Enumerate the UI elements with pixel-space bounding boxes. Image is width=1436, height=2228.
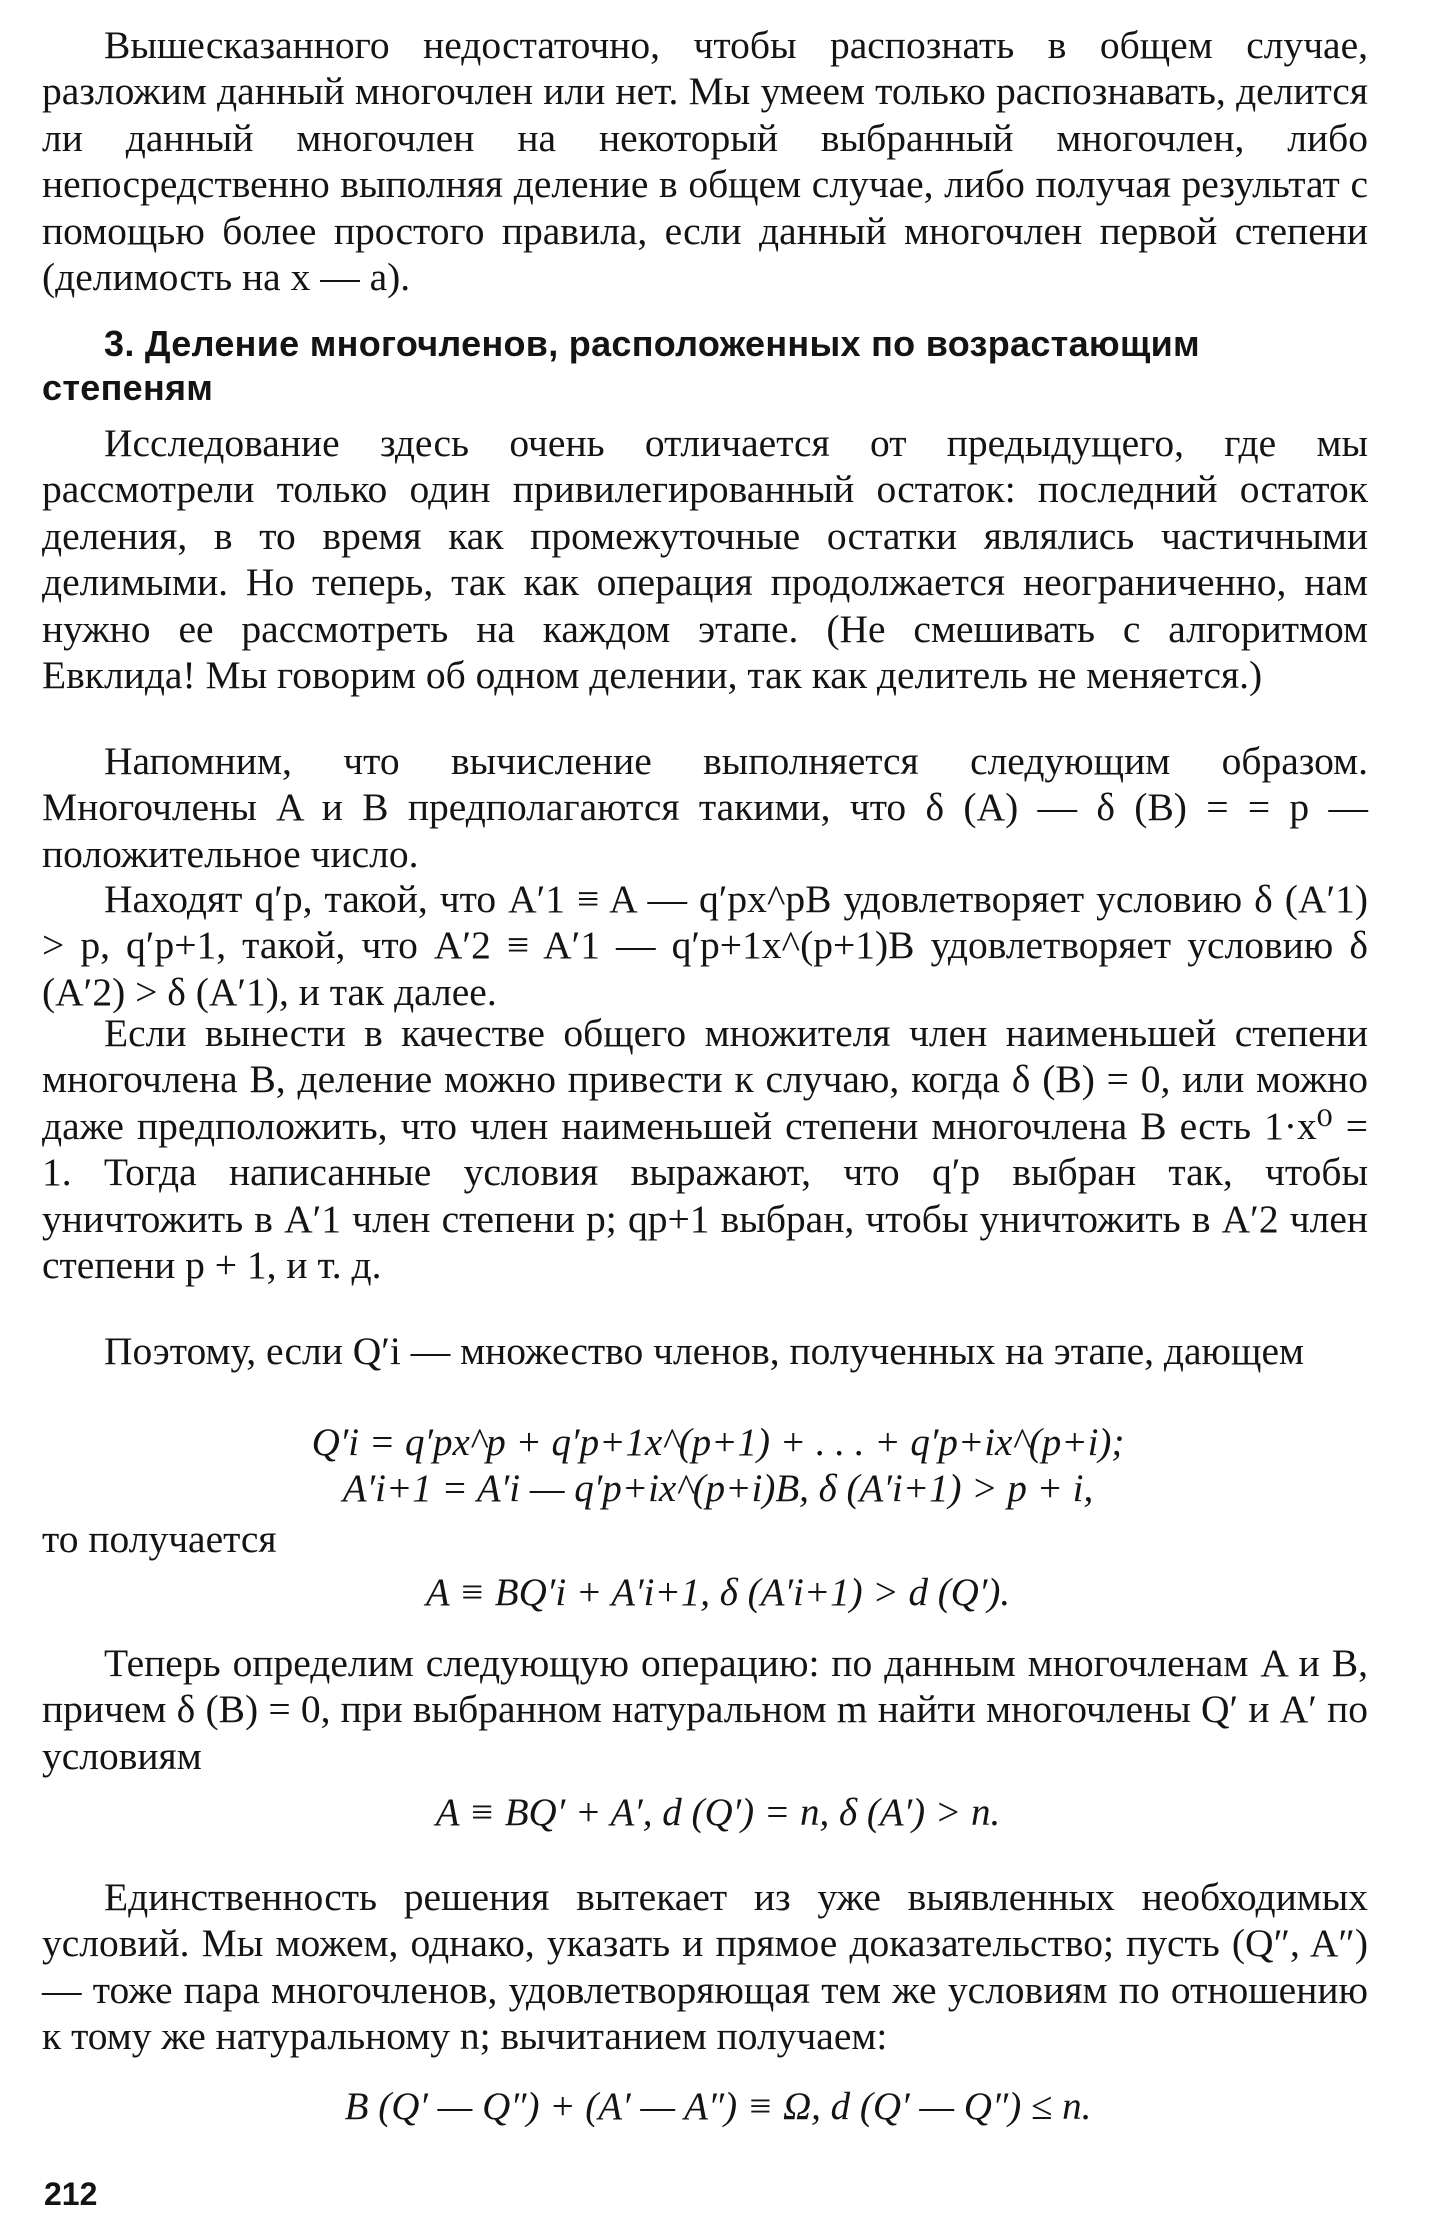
paragraph-common-factor: Если вынести в качестве общего множителя член наименьшей степени многочлена B, деление можно привести к случаю, когда δ (B) = 0, или можно даже предположить, что член наименьшей степени многочлена B есть 1·x⁰ = 1. Тогда написанные условия выражают, что q′p выбран так, чтобы уничтожить в A′1 член степени p; qp+1 выбран, чтобы уничтожить в A′2 член степени p + 1, и т. д. [42, 1011, 1368, 1288]
paragraph-obtained: то получается [42, 1517, 277, 1561]
formula-identity: A ≡ BQ′i + A′i+1, δ (A′i+1) > d (Q′). [425, 1571, 1011, 1614]
formula-conditions: A ≡ BQ′ + A′, d (Q′) = n, δ (A′) > n. [435, 1791, 1001, 1834]
paragraph-uniqueness: Единственность решения вытекает из уже выявленных необходимых условий. Мы можем, однако, указать и прямое доказательство; пусть (Q″, A″) — тоже пара многочленов, удовлетворяющая тем же условиям по отношению к тому же натуральному n; вычитанием получаем: [42, 1875, 1368, 2059]
formula-q-sum: Q′i = q′px^p + q′p+1x^(p+1) + . . . + q′p+ix^(p+i); [311, 1421, 1125, 1464]
page-number: 212 [44, 2176, 98, 2212]
paragraph-recall: Напомним, что вычисление выполняется следующим образом. Многочлены A и B предполагаются такими, что δ (A) — δ (B) = = p — положительное число. [42, 739, 1368, 876]
section-heading: 3. Деление многочленов, расположенных по возрастающим степеням [42, 323, 1200, 408]
paragraph-study: Исследование здесь очень отличается от предыдущего, где мы рассмотрели только один привилегированный остаток: последний остаток деления, в то время как промежуточные остатки являлись частичными делимыми. Но теперь, так как операция продолжается неограниченно, нам нужно ее рассмотреть на каждом этапе. (Не смешивать с алгоритмом Евклида! Мы говорим об одном делении, так как делитель не меняется.) [42, 421, 1368, 698]
formula-a-next: A′i+1 = A′i — q′p+ix^(p+i)B, δ (A′i+1) > p + i, [342, 1467, 1094, 1510]
paragraph-recognition: Вышесказанного недостаточно, чтобы распознать в общем случае, разложим данный многочлен или нет. Мы умеем только распознавать, делится ли данный многочлен на некоторый выбранный многочлен, либо непосредственно выполняя деление в общем случае, либо получая результат с помощью более простого правила, если данный многочлен первой степени (делимость на x — a). [42, 23, 1368, 300]
paragraph-therefore: Поэтому, если Q′i — множество членов, полученных на этапе, дающем [104, 1329, 1304, 1373]
formula-difference: B (Q′ — Q″) + (A′ — A″) ≡ Ω, d (Q′ — Q″) ≤ n. [344, 2085, 1092, 2128]
paragraph-find-q: Находят q′p, такой, что A′1 ≡ A — q′px^pB удовлетворяет условию δ (A′1) > p, q′p+1, такой, что A′2 ≡ A′1 — q′p+1x^(p+1)B удовлетворяет условию δ (A′2) > δ (A′1), и так далее. [42, 877, 1368, 1014]
paragraph-operation: Теперь определим следующую операцию: по данным многочленам A и B, причем δ (B) = 0, при выбранном натуральном m найти многочлены Q′ и A′ по условиям [42, 1641, 1368, 1778]
